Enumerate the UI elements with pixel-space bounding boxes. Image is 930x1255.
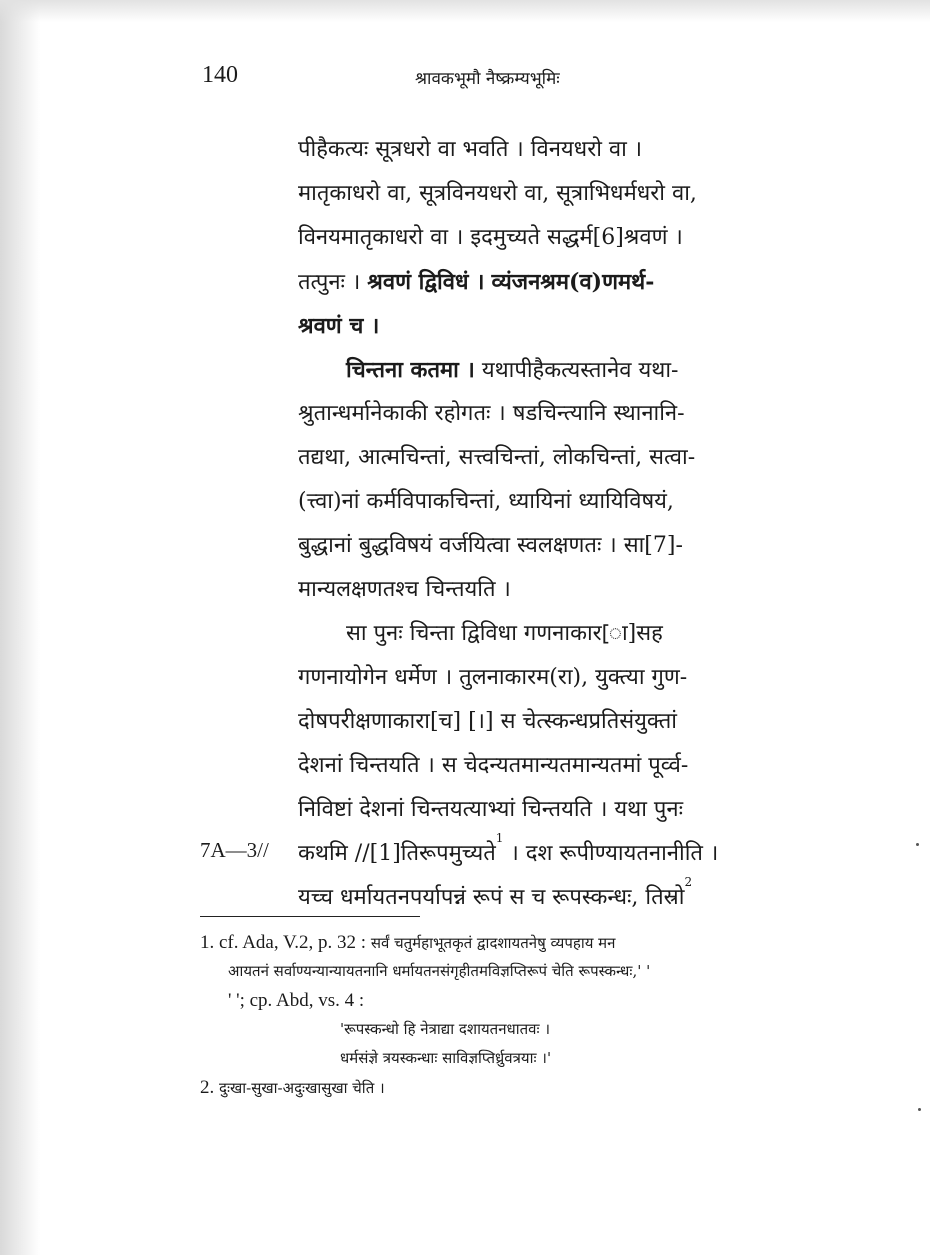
footnote-1-line — [200, 986, 800, 1015]
running-title: श्रावकभूमौ नैष्क्रम्यभूमिः — [415, 69, 560, 89]
footnote-marker: 2 — [684, 875, 693, 889]
footnote-2-text: दुःखा-सुखा-अदुःखासुखा चेति । — [219, 1079, 385, 1097]
page-top-shadow — [0, 0, 930, 22]
text-span: । दश रूपीण्यायतनानीति । — [510, 841, 719, 866]
scan-speck — [916, 843, 919, 846]
text-line: मातृकाधरो वा, सूत्रविनयधरो वा, सूत्राभिधर्मधरो वा, — [298, 181, 697, 206]
text-line — [298, 260, 798, 304]
manuscript-folio-reference: 7A—3// — [200, 838, 269, 862]
footnote-1-text: सर्वं चतुर्महाभूतकृतं द्वादशायतनेषु व्यपहाय मन — [370, 934, 616, 952]
text-line: देशनां चिन्तयति । स चेदन्यतमान्यतमान्यतमां पूर्व्व- — [298, 753, 689, 778]
bold-phrase: व्यंजनश्रम(व)णमर्थ- — [491, 269, 655, 295]
text-line: दोषपरीक्षणाकारा[च] [।] स चेत्स्कन्धप्रतिसंयुक्तां — [298, 709, 677, 734]
bold-phrase: चिन्तना कतमा । — [346, 357, 475, 383]
main-text — [298, 128, 798, 920]
footnote-1-citation: 1. cf. Ada, V.2, p. 32 : — [200, 932, 367, 953]
text-span: यच्च धर्मायतनपर्यापन्नं रूपं स च रूपस्कन्धः, तिस्रो — [298, 885, 685, 910]
footnote-rule — [200, 916, 420, 917]
text-line — [298, 832, 798, 876]
footnote-1-quote: 'रूपस्कन्धो हि नेत्राद्या दशायतनधातवः । — [340, 1020, 551, 1038]
footnote-1-line — [200, 928, 800, 957]
footnotes — [200, 928, 800, 1102]
text-line — [298, 876, 798, 920]
text-line: तद्यथा, आत्मचिन्तां, सत्त्वचिन्तां, लोकचिन्तां, सत्वा- — [298, 445, 696, 470]
text-span: तत्पुनः । — [298, 270, 368, 295]
text-line: सा पुनः चिन्ता द्विविधा गणनाकार[ा]सह — [346, 621, 663, 646]
text-line: गणनायोगेन धर्मेण । तुलनाकारम(रा), युक्त्या गुण- — [298, 665, 688, 690]
footnote-1-quote: धर्मसंज्ञे त्रयस्कन्धाः साविज्ञप्तिर्ध्रुवत्रयाः ।' — [340, 1049, 552, 1067]
footnote-marker: 1 — [495, 831, 504, 845]
footnote-2-number: 2. — [200, 1077, 215, 1098]
page-number: 140 — [202, 62, 238, 88]
text-line: विनयमातृकाधरो वा । इदमुच्यते सद्धर्म[6]श्रवणं । — [298, 225, 683, 250]
scan-speck — [918, 1108, 921, 1111]
footnote-1-citation: ' '; cp. Abd, vs. 4 : — [228, 990, 365, 1011]
bold-phrase: श्रवणं द्विविधं । — [367, 269, 485, 295]
text-line: श्रुतान्धर्मानेकाकी रहोगतः । षडचिन्त्यानि स्थानानि- — [298, 401, 685, 426]
text-line — [298, 348, 798, 392]
text-span: यथापीहैकत्यस्तानेव यथा- — [481, 358, 679, 383]
text-line: बुद्धानां बुद्धविषयं वर्जयित्वा स्वलक्षणतः । सा[7]- — [298, 533, 683, 558]
page-edge-shadow — [0, 0, 40, 1255]
text-line: श्रवणं च । — [298, 313, 380, 339]
text-line: निविष्टां देशनां चिन्तयत्याभ्यां चिन्तयति । यथा पुनः — [298, 797, 684, 822]
text-line: (त्त्वा)नां कर्मविपाकचिन्तां, ध्यायिनां ध्यायिविषयं, — [298, 489, 674, 514]
footnote-2-line — [200, 1073, 800, 1102]
footnote-1-line: आयतनं सर्वाण्यन्यान्यायतनानि धर्मायतनसंगृहीतमविज्ञप्तिरूपं चेति रूपस्कन्धः,' ' — [228, 962, 651, 980]
text-span: कथमि //[1]तिरूपमुच्यते — [298, 841, 496, 866]
text-line: पीहैकत्यः सूत्रधरो वा भवति । विनयधरो वा । — [298, 137, 643, 162]
text-line: मान्यलक्षणतश्च चिन्तयति । — [298, 577, 511, 602]
